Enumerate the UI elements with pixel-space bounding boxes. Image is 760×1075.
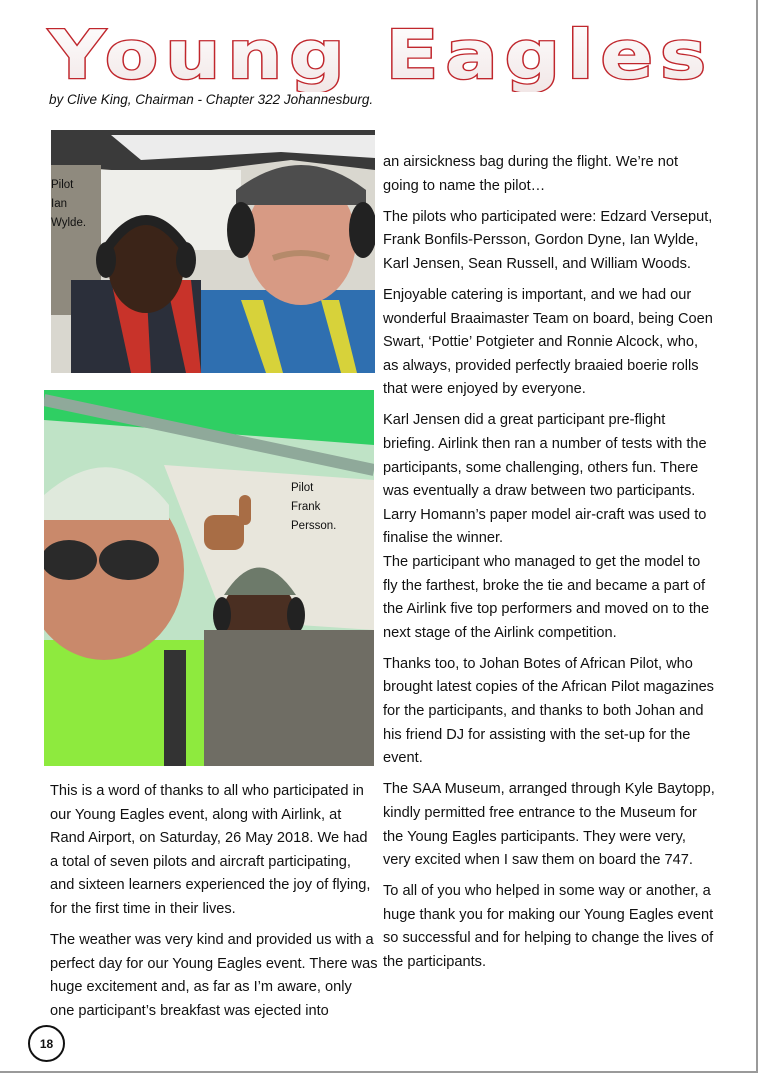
article-right-column [383, 151, 715, 982]
paragraph: This is a word of thanks to all who participated in our Young Eagles event, along with Airlink, at Rand Airport, on Saturday, 26 May 2018. We had a total of seven pilots and aircraft participating, and sixteen learners experienced the joy of flying, for the first time in their lives. [50, 783, 371, 917]
paragraph: The weather was very kind and provided us with a perfect day for our Young Eagles event. There was huge excitement and, as far as I’m aware, only one participant’s breakfast was ejected into [50, 932, 378, 1019]
article-title: Young Eagles [47, 20, 714, 92]
page-number: 18 [28, 1025, 65, 1062]
photo-green-selfie-image [44, 390, 374, 766]
paragraph: an airsickness bag during the flight. We’re not going to name the pilot… [383, 154, 679, 194]
paragraph: The SAA Museum, arranged through Kyle Baytopp, kindly permitted free entrance to the Museum for the Young Eagles participants. They were very, very excited when I saw them on board the 747. [383, 781, 715, 869]
paragraph: Karl Jensen did a great participant pre-flight briefing. Airlink then ran a number of tests with the participants, some challenging, others fun. There was eventually a draw between two participants. Larry Homann’s paper model air-craft was used to finalise the winner. [383, 412, 707, 547]
photo-green-selfie [44, 390, 374, 766]
photo-caption: Pilot Frank Persson. [291, 482, 337, 532]
photo-pilots-cockpit-image [51, 130, 375, 373]
paragraph: Thanks too, to Johan Botes of African Pilot, who brought latest copies of the African Pilot magazines for the participants, and thanks to both Johan and his friend DJ for assisting with the set-up for the event. [383, 655, 714, 767]
paragraph: The participant who managed to get the model to fly the farthest, broke the tie and became a part of the Airlink five top performers and moved on to the next stage of the Airlink competition. [383, 554, 710, 641]
paragraph: The pilots who participated were: Edzard Verseput, Frank Bonfils-Persson, Gordon Dyne, Ian Wylde, Karl Jensen, Sean Russell, and William Woods. [383, 208, 713, 272]
photo-pilots-cockpit [51, 130, 375, 373]
article-left-column [50, 780, 378, 1031]
photo-caption: Pilot Ian Wylde. [51, 179, 87, 229]
paragraph: To all of you who helped in some way or another, a huge thank you for making our Young Eagles event so successful and for helping to change the lives of the participants. [383, 883, 714, 970]
article-title-graphic [36, 20, 726, 92]
byline: by Clive King, Chairman - Chapter 322 Johannesburg. [49, 92, 374, 107]
paragraph: Enjoyable catering is important, and we had our wonderful Braaimaster Team on board, being Coen Swart, ‘Pottie’ Potgieter and Ronnie Alcock, who, as always, provided perfectly braaied boerie rolls that were enjoyed by everyone. [383, 286, 713, 398]
